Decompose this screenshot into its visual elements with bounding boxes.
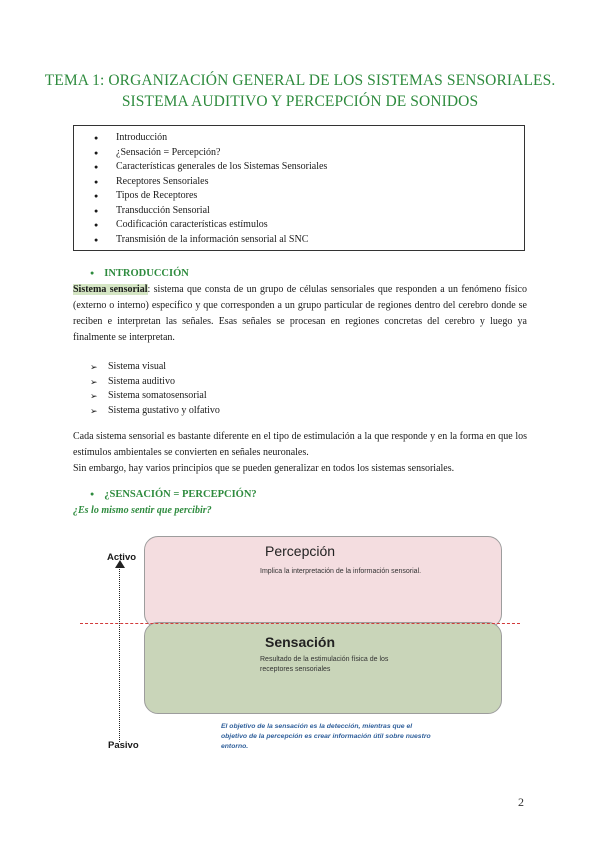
sensation-box — [144, 622, 502, 714]
toc-item: ● Características generales de los Sistemas Sensoriales — [94, 160, 524, 175]
toc-item: ● Introducción — [94, 131, 524, 146]
section-question: ¿Es lo mismo sentir que percibir? — [73, 505, 212, 516]
paragraph-stimulation: Cada sistema sensorial es bastante diferente en el tipo de estimulación a la que responde y en la forma en que los estímulos ambientales se convierten en señales neuronales. — [73, 431, 527, 458]
section-heading-introduccion — [90, 268, 189, 279]
definition-paragraph — [73, 282, 527, 346]
perception-title: Percepción — [265, 543, 336, 559]
section-heading-sensacion — [90, 489, 257, 500]
toc-item: ● Codificación características estímulos — [94, 218, 524, 233]
sensory-systems-list — [90, 360, 220, 418]
highlighted-term: Sistema sensorial — [73, 284, 148, 295]
toc-item: ● Transmisión de la información sensorial al SNC — [94, 233, 524, 248]
table-of-contents — [73, 125, 525, 251]
perception-description: Implica la interpretación de la información sensorial. — [260, 568, 422, 575]
document-title: TEMA 1: ORGANIZACIÓN GENERAL DE LOS SISTEMAS SENSORIALES. SISTEMA AUDITIVO Y PERCEPCIÓN DE SONIDOS — [44, 72, 556, 110]
list-item: ➢ Sistema gustativo y olfativo — [90, 404, 220, 419]
axis-line — [119, 567, 120, 742]
list-item: ➢ Sistema visual — [90, 360, 220, 375]
toc-item: ● Transducción Sensorial — [94, 204, 524, 219]
list-item: ➢ Sistema auditivo — [90, 375, 220, 390]
divider-line — [80, 623, 520, 624]
arrow-up-icon — [115, 560, 125, 568]
axis-label-activo: Activo — [107, 552, 137, 563]
section-heading-text: ¿SENSACIÓN = PERCEPCIÓN? — [104, 489, 257, 500]
paragraph-principles: Sin embargo, hay varios principios que se pueden generalizar en todos los sistemas sensoriales. — [73, 463, 455, 474]
sensation-title: Sensación — [265, 634, 336, 650]
perception-box — [144, 536, 502, 628]
axis-label-pasivo: Pasivo — [108, 740, 139, 751]
toc-item: ● Receptores Sensoriales — [94, 175, 524, 190]
sensation-perception-diagram — [80, 530, 520, 760]
sensation-description: Resultado de la estimulación física de los receptores sensoriales — [260, 656, 389, 673]
toc-item: ● ¿Sensación = Percepción? — [94, 146, 524, 161]
diagram-note: El objetivo de la sensación es la detección, mientras que el objetivo de la percepción es crear información útil sobre nuestro entorno. — [221, 723, 431, 750]
page-number: 2 — [518, 795, 524, 809]
bullet-icon: ● — [90, 490, 95, 498]
list-item: ➢ Sistema somatosensorial — [90, 389, 220, 404]
bullet-icon: ● — [90, 269, 95, 277]
toc-item: ● Tipos de Receptores — [94, 189, 524, 204]
definition-text: : sistema que consta de un grupo de células sensoriales que responden a un fenómeno físico (externo o interno) específico y que corresponden a un grupo particular de regiones dentro del cerebro donde se reciben e interpretan las señales. Esas señales se procesan en regiones concretas del cerebro y luego ya finalmente se interpretan. — [73, 284, 527, 343]
section-heading-text: INTRODUCCIÓN — [104, 268, 189, 279]
